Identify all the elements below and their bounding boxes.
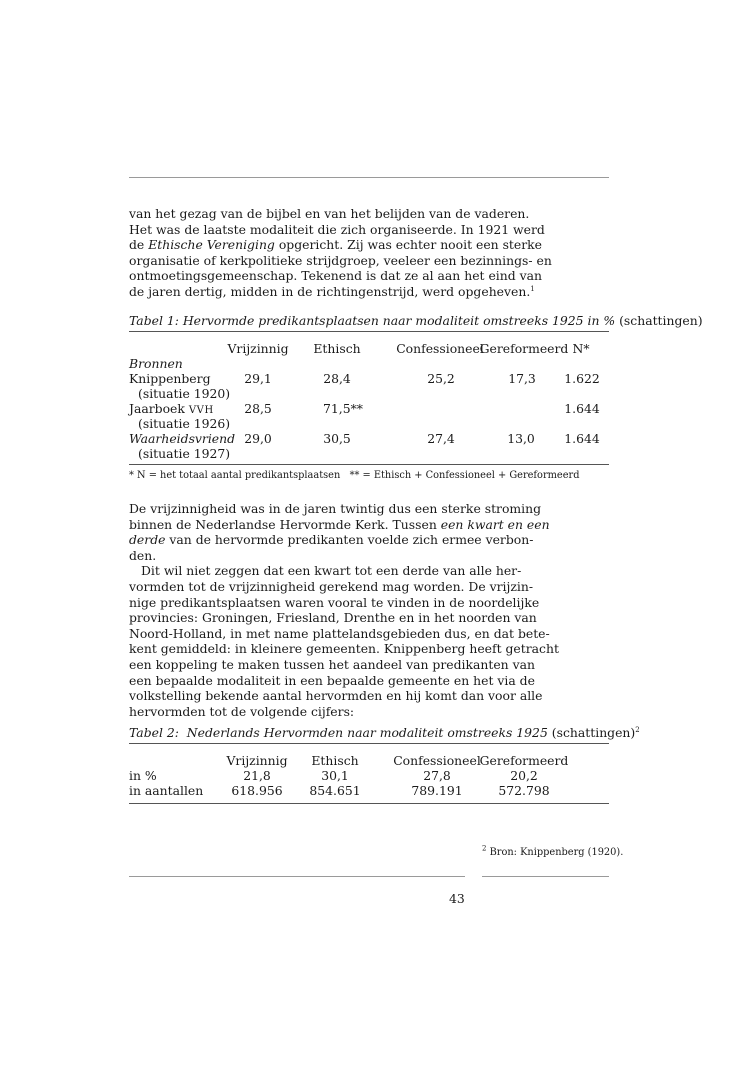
table2-caption-footnote-mark: 2 — [635, 725, 640, 734]
table1-cell: 30,5 — [323, 431, 351, 446]
table2-caption-title: Tabel 2: Nederlands Hervormden naar modaliteit omstreeks 1925 — [129, 725, 548, 740]
table2-cell: 30,1 — [321, 768, 349, 783]
text-run: Noord-Holland, in met name plattelandsgebieden dus, en dat bete- — [129, 625, 550, 641]
table1-caption-title: Tabel 1: Hervormde predikantsplaatsen naar modaliteit omstreeks 1925 in % — [129, 313, 616, 328]
bottom-rule-side — [482, 876, 609, 877]
italic-text: derde — [129, 532, 166, 548]
text-line — [129, 252, 552, 269]
text-run: van het gezag van de bijbel en van het belijden van de vaderen. — [129, 206, 530, 221]
text-line — [129, 656, 535, 673]
text-line — [129, 516, 550, 533]
text-line — [129, 206, 530, 222]
table1-cell: 25,2 — [427, 371, 455, 386]
table1-header-n: N* — [572, 341, 590, 356]
intro-paragraph — [129, 206, 552, 300]
italic-text: een kwart en een — [440, 516, 550, 532]
body-paragraph — [129, 501, 559, 719]
table1-section-label: Bronnen — [129, 356, 183, 371]
italic-text: Ethische Vereniging — [148, 237, 275, 253]
table1-caption-note: (schattingen) — [615, 313, 703, 328]
text-run: provincies: Groningen, Friesland, Drenthe en in het noorden van — [129, 610, 537, 626]
table1-header-vrijzinnig: Vrijzinnig — [227, 341, 289, 356]
table2-cell: 572.798 — [498, 783, 550, 798]
text-line — [129, 268, 542, 284]
table1-row-source: Knippenberg — [129, 371, 211, 386]
table2-cell: 27,8 — [423, 768, 451, 783]
text-line — [129, 221, 545, 238]
top-rule — [129, 177, 609, 178]
text-run: de jaren dertig, midden in de richtingenstrijd, werd opgeheven. — [129, 283, 531, 299]
text-run: ontmoetingsgemeenschap. Tekenend is dat ze al aan het eind van — [129, 268, 542, 284]
text-run: hervormden tot de volgende cijfers: — [129, 703, 355, 719]
table1-row-source: Jaarboek VVH — [129, 401, 214, 416]
footnote-mark: 1 — [530, 284, 535, 293]
text-line — [129, 625, 550, 642]
table2-row-label: in aantallen — [129, 783, 204, 798]
text-run: een bepaalde modaliteit in een bepaalde gemeente en het via de — [129, 672, 535, 688]
text-run: binnen de Nederlandse Hervormde Kerk. Tussen — [129, 516, 441, 532]
table1-cell: 1.644 — [564, 431, 600, 446]
table2-header-ethisch: Ethisch — [311, 753, 359, 768]
text-line — [129, 578, 534, 595]
text-run: Dit wil niet zeggen dat een kwart tot een derde van alle her- — [141, 563, 522, 579]
table1-row-source: Waarheidsvriend — [129, 431, 236, 446]
table2-caption — [129, 725, 640, 740]
text-line — [129, 237, 542, 253]
side-footnote-mark: 2 — [482, 844, 487, 853]
text-run: Het was de laatste modaliteit die zich organiseerde. In 1921 werd — [129, 221, 545, 237]
text-run: de — [129, 237, 149, 253]
table1-cell: 1.622 — [564, 371, 600, 386]
table1-cell: 29,0 — [244, 431, 272, 446]
table1-top-rule — [129, 331, 609, 332]
text-line — [129, 610, 537, 626]
side-footnote-text: Bron: Knippenberg (1920). — [486, 847, 624, 858]
table2-header-confessioneel: Confessioneel — [393, 753, 481, 768]
bottom-rule-main — [129, 876, 465, 877]
table2-top-rule — [129, 743, 609, 744]
page-number: 43 — [449, 891, 465, 906]
table1-caption — [129, 313, 703, 328]
text-line — [129, 548, 470, 564]
text-run: organisatie of kerkpolitieke strijdgroep, veeleer een bezinnings- en — [129, 252, 552, 268]
text-run: den. — [129, 547, 157, 563]
table2-cell: 789.191 — [411, 783, 463, 798]
table1-cell: 13,0 — [507, 431, 535, 446]
text-line — [129, 688, 543, 704]
text-line — [129, 672, 535, 689]
table1-header-confessioneel: Confessioneel — [396, 341, 484, 356]
text-line — [129, 283, 535, 300]
text-run: De vrijzinnigheid was in de jaren twintig dus een sterke stroming — [129, 501, 542, 516]
text-run: van de hervormde predikanten voelde zich ermee verbon- — [165, 532, 534, 548]
table2-row-label: in % — [129, 768, 157, 783]
text-run: nige predikantsplaatsen waren vooral te vinden in de noordelijke — [129, 594, 540, 610]
text-run: een koppeling te maken tussen het aandeel van predikanten van — [129, 656, 535, 672]
table1-cell: 27,4 — [427, 431, 455, 446]
table1-header-gereformeerd: Gereformeerd — [479, 341, 569, 356]
table1-bottom-rule — [129, 464, 609, 465]
table1-vvh-smallcaps: VVH — [188, 405, 214, 416]
table1-cell: 29,1 — [244, 371, 272, 386]
text-line — [129, 641, 559, 657]
table2-caption-note: (schattingen) — [547, 725, 636, 740]
text-run: kent gemiddeld: in kleinere gemeenten. Knippenberg heeft getracht — [129, 641, 559, 657]
table1-cell: 17,3 — [508, 371, 536, 386]
table1-cell: 28,4 — [323, 371, 351, 386]
text-line — [129, 563, 522, 579]
text-line — [129, 704, 470, 720]
table2-header-vrijzinnig: Vrijzinnig — [226, 753, 288, 768]
text-run: volkstelling bekende aantal hervormden en hij komt dan voor alle — [129, 688, 543, 704]
table2-cell: 21,8 — [243, 768, 271, 783]
table2-header-gereformeerd: Gereformeerd — [479, 753, 569, 768]
text-line — [129, 501, 542, 517]
table1-footnote: * N = het totaal aantal predikantsplaatsen ** = Ethisch + Confessioneel + Gereformeerd — [129, 470, 580, 481]
table1-header-ethisch: Ethisch — [313, 341, 361, 356]
text-line — [129, 594, 540, 611]
text-run: vormden tot de vrijzinnigheid gerekend mag worden. De vrijzin- — [129, 578, 534, 594]
table1-cell: 71,5** — [323, 401, 363, 416]
table1-row-sub: (situatie 1927) — [138, 446, 231, 461]
table2-cell: 618.956 — [231, 783, 283, 798]
text-run: opgericht. Zij was echter nooit een sterke — [274, 237, 542, 253]
side-footnote — [482, 844, 624, 858]
table1-cell: 1.644 — [564, 401, 600, 416]
table1-row-sub: (situatie 1920) — [138, 386, 231, 401]
table1-cell: 28,5 — [244, 401, 272, 416]
table2-bottom-rule — [129, 803, 609, 804]
table2-cell: 20,2 — [510, 768, 538, 783]
table2-cell: 854.651 — [309, 783, 361, 798]
text-line — [129, 532, 534, 548]
table1-row-sub: (situatie 1926) — [138, 416, 231, 431]
